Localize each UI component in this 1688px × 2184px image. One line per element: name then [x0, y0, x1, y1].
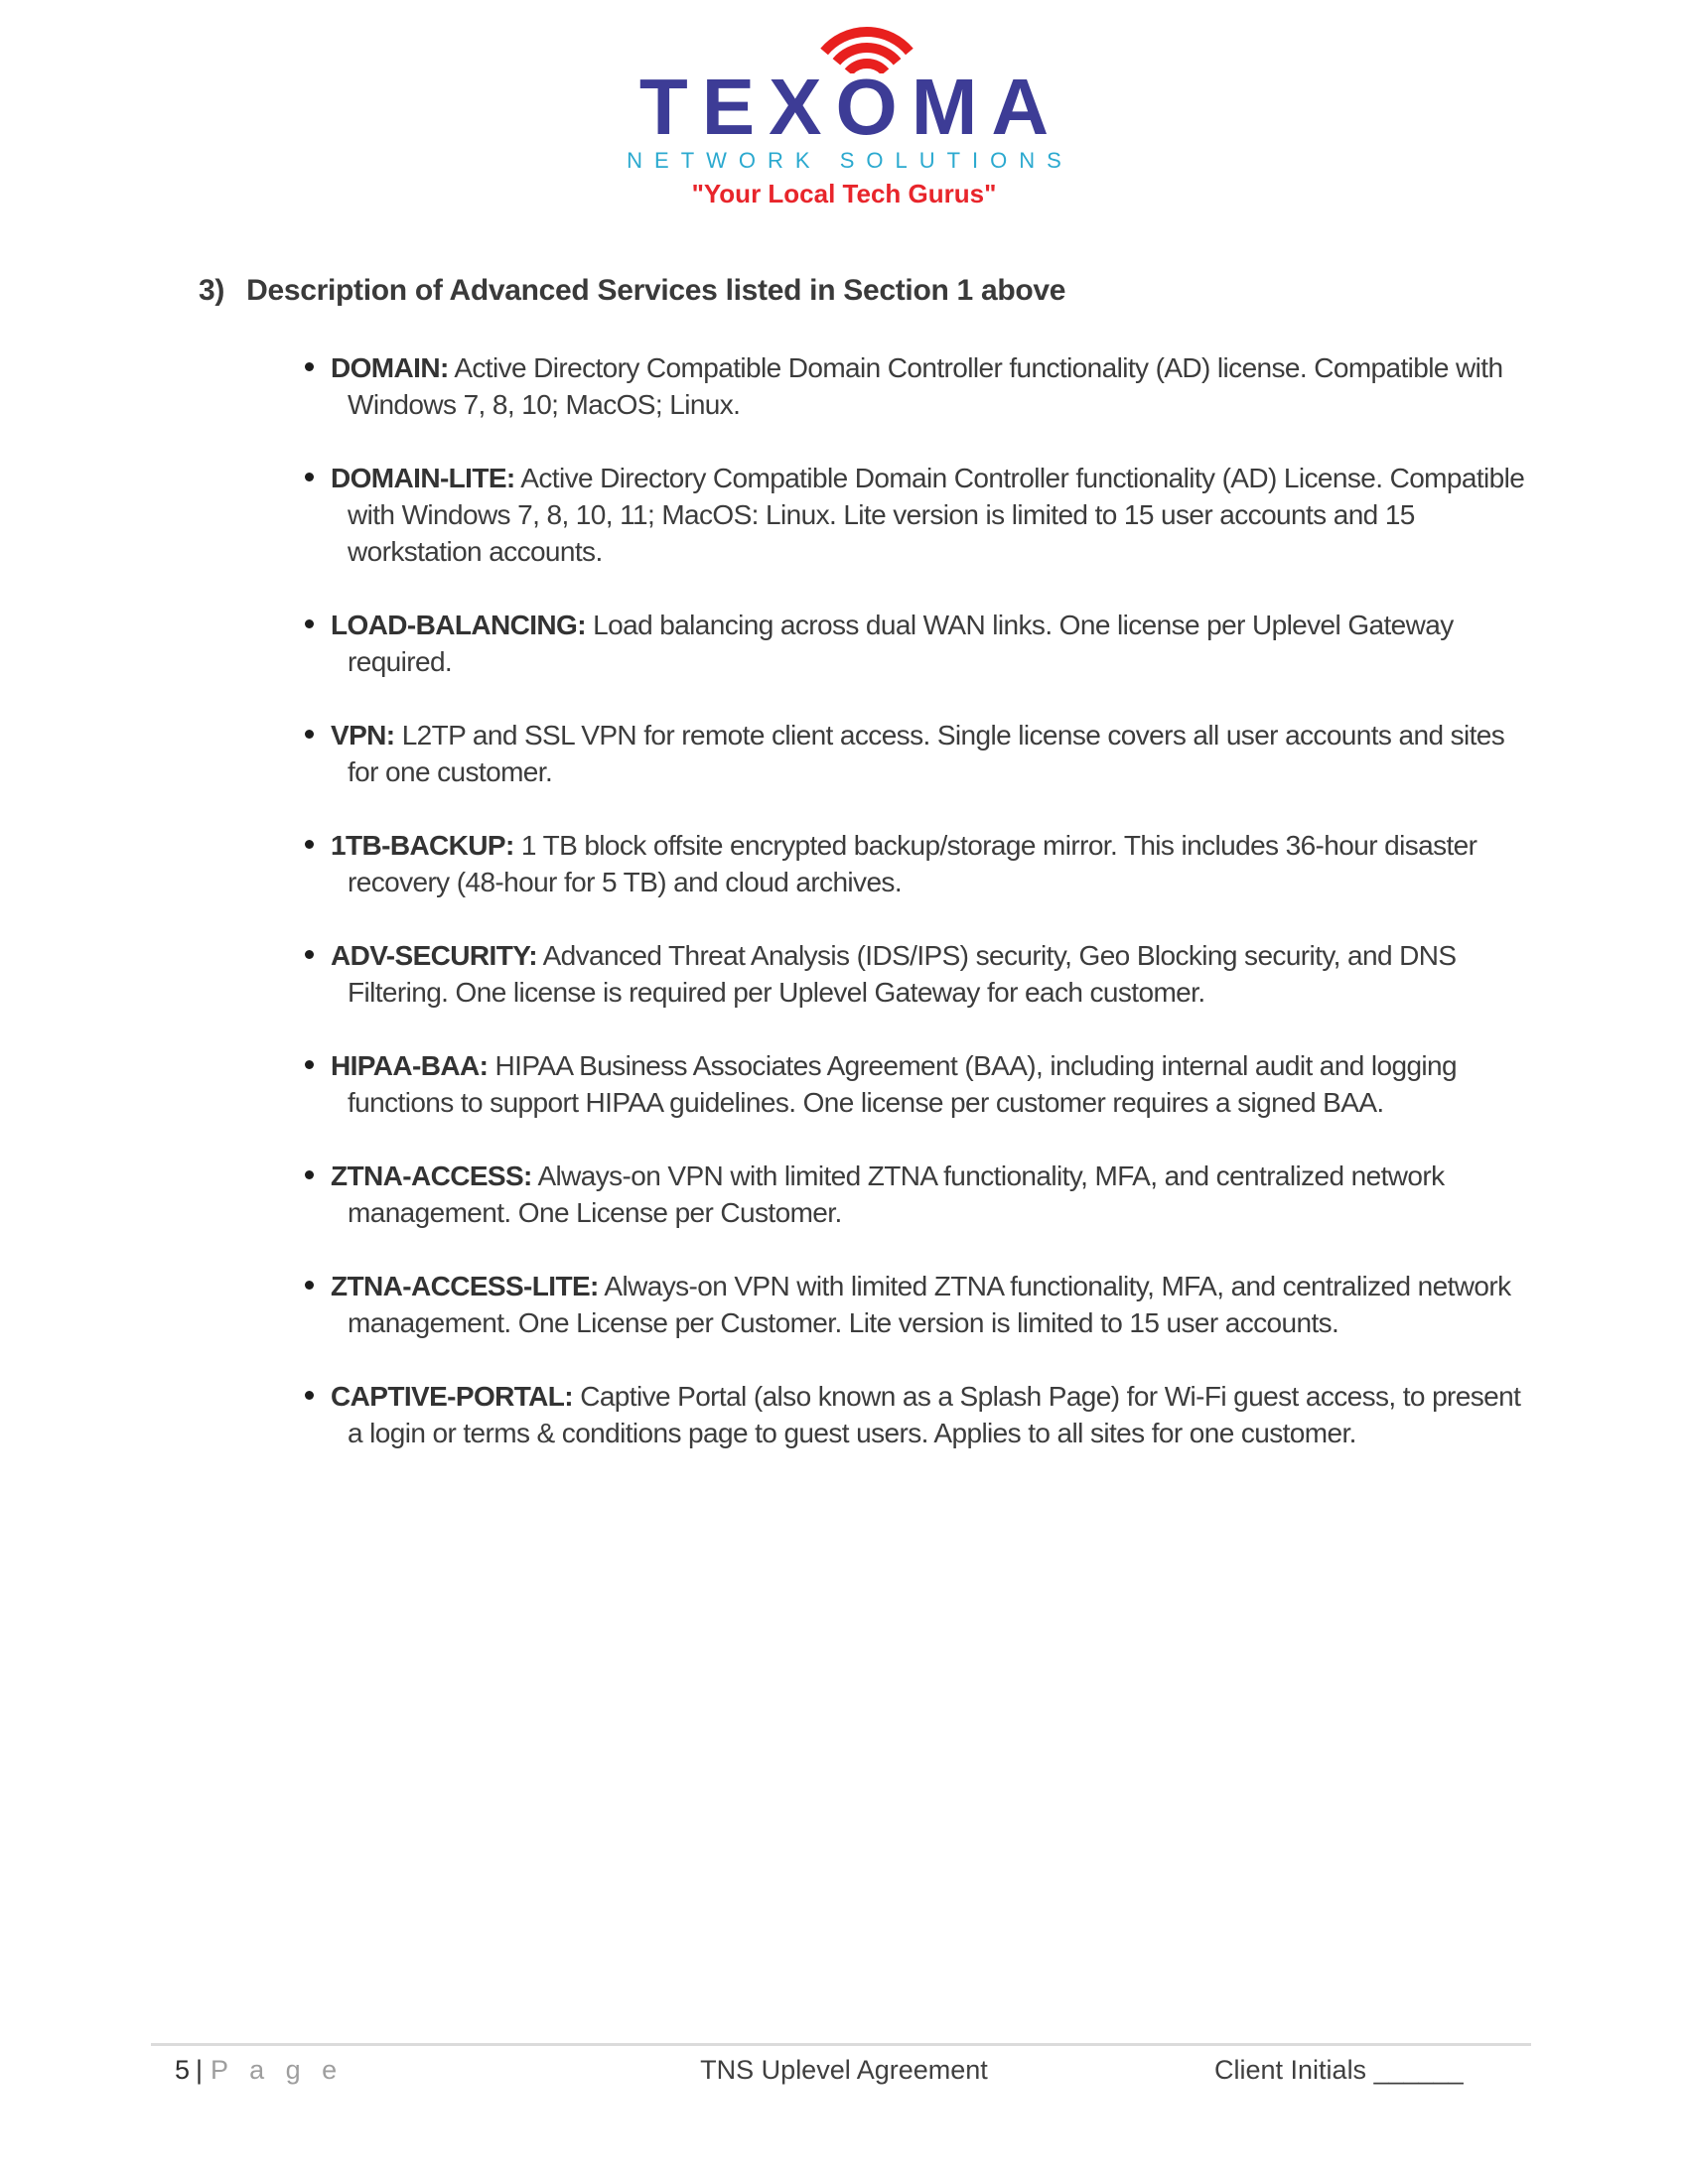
- bullet-icon: [305, 473, 314, 481]
- brand-subtitle: NETWORK SOLUTIONS: [627, 148, 1073, 173]
- service-label: ZTNA-ACCESS:: [331, 1160, 532, 1191]
- client-initials-field: [1214, 2055, 1464, 2086]
- company-logo: [0, 16, 1688, 209]
- wifi-signal-icon: [817, 16, 916, 73]
- page-number: 5: [175, 2055, 191, 2085]
- service-item-hipaa-baa: [303, 1047, 1526, 1121]
- service-item-domain-lite: [303, 460, 1526, 570]
- service-item-vpn: [303, 717, 1526, 790]
- service-description: Captive Portal (also known as a Splash Page) for Wi-Fi guest access, to present a login or terms & conditions page to guest users. Applies to all sites for one customer.: [348, 1381, 1521, 1448]
- brand-name: TEXOMA: [638, 63, 1063, 151]
- service-item-load-balancing: [303, 607, 1526, 680]
- section-title: Description of Advanced Services listed in Section 1 above: [246, 274, 1066, 307]
- service-description: 1 TB block offsite encrypted backup/storage mirror. This includes 36-hour disaster recovery (48-hour for 5 TB) and cloud archives.: [348, 830, 1477, 897]
- service-description: L2TP and SSL VPN for remote client access. Single license covers all user accounts and sites for one customer.: [348, 720, 1505, 787]
- section-number: 3): [199, 274, 225, 307]
- client-initials-label: Client Initials: [1214, 2055, 1367, 2085]
- service-item-ztna-access-lite: [303, 1268, 1526, 1341]
- bullet-icon: [305, 1391, 314, 1400]
- service-description: Advanced Threat Analysis (IDS/IPS) security, Geo Blocking security, and DNS Filtering. One license is required per Uplevel Gateway for each customer.: [348, 940, 1457, 1008]
- service-description: Always-on VPN with limited ZTNA functionality, MFA, and centralized network management. One License per Customer.: [348, 1160, 1445, 1228]
- service-item-1tb-backup: [303, 827, 1526, 900]
- service-item-adv-security: [303, 937, 1526, 1011]
- service-item-domain: [303, 349, 1526, 423]
- brand-tagline: "Your Local Tech Gurus": [691, 179, 997, 208]
- service-description: Active Directory Compatible Domain Controller functionality (AD) license. Compatible with Windows 7, 8, 10; MacOS; Linux.: [348, 352, 1503, 420]
- footer-divider: [151, 2043, 1531, 2046]
- client-initials-blank: ______: [1373, 2055, 1464, 2085]
- service-description: Active Directory Compatible Domain Controller functionality (AD) License. Compatible with Windows 7, 8, 10, 11; MacOS: Linux. Lite version is limited to 15 user accounts and 15 workstation accounts.: [348, 463, 1525, 567]
- service-label: LOAD-BALANCING:: [331, 610, 586, 640]
- bullet-icon: [305, 1281, 314, 1290]
- bullet-icon: [305, 1170, 314, 1179]
- service-item-captive-portal: [303, 1378, 1526, 1451]
- services-list: [303, 349, 1526, 1488]
- service-label: 1TB-BACKUP:: [331, 830, 514, 861]
- service-label: ZTNA-ACCESS-LITE:: [331, 1271, 599, 1301]
- bullet-icon: [305, 1060, 314, 1069]
- bullet-icon: [305, 840, 314, 849]
- service-label: DOMAIN-LITE:: [331, 463, 515, 493]
- section-heading: [199, 274, 1065, 308]
- service-description: Load balancing across dual WAN links. One license per Uplevel Gateway required.: [348, 610, 1454, 677]
- service-label: HIPAA-BAA:: [331, 1050, 489, 1081]
- bullet-icon: [305, 362, 314, 371]
- service-label: DOMAIN:: [331, 352, 449, 383]
- page-separator: |: [196, 2055, 204, 2085]
- footer-document-title: TNS Uplevel Agreement: [700, 2055, 988, 2085]
- bullet-icon: [305, 950, 314, 959]
- service-label: CAPTIVE-PORTAL:: [331, 1381, 574, 1412]
- bullet-icon: [305, 619, 314, 628]
- service-item-ztna-access: [303, 1158, 1526, 1231]
- service-description: HIPAA Business Associates Agreement (BAA), including internal audit and logging functions to support HIPAA guidelines. One license per customer requires a signed BAA.: [348, 1050, 1457, 1118]
- service-label: ADV-SECURITY:: [331, 940, 537, 971]
- service-description: Always-on VPN with limited ZTNA functionality, MFA, and centralized network management. One License per Customer. Lite version is limited to 15 user accounts.: [348, 1271, 1511, 1338]
- page-word: P a g e: [211, 2055, 345, 2085]
- service-label: VPN:: [331, 720, 395, 751]
- bullet-icon: [305, 730, 314, 739]
